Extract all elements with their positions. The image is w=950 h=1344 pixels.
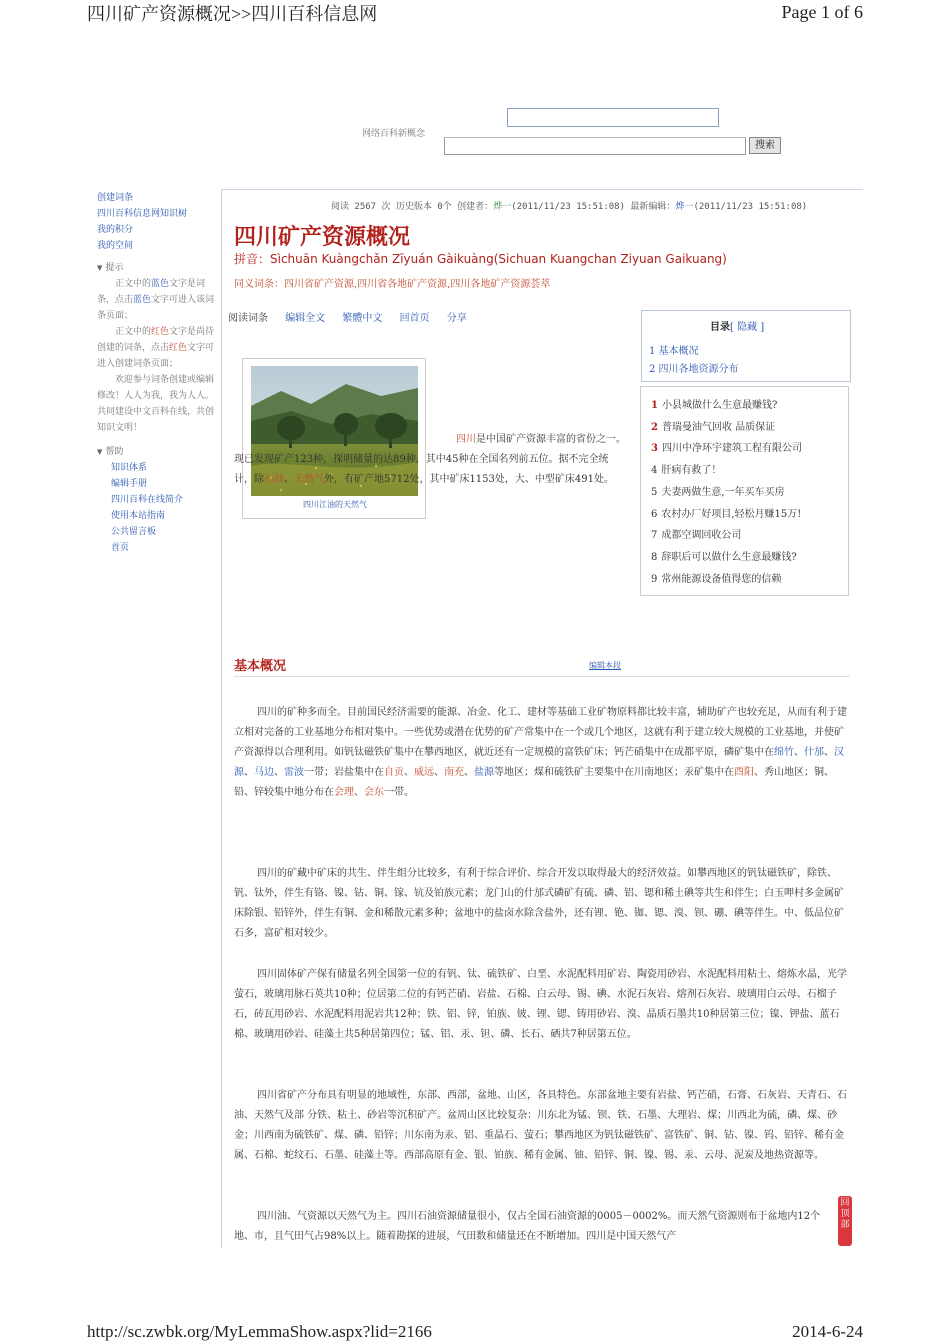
ad-number: 6 [651, 508, 658, 520]
sidebar-link-tree[interactable]: 四川百科信息网知识树 [97, 209, 188, 219]
tip-heading[interactable]: ▼ 提示 [97, 263, 124, 273]
tip-text-3: 欢迎参与词条创建或编辑修改！人人为我，我为人人。共同建设中文百科在线，共创知识文明！ [97, 375, 215, 433]
toc-hide-link[interactable]: [ 隐藏 ] [730, 322, 765, 333]
help-link[interactable]: 四川百科在线简介 [111, 495, 184, 505]
help-link[interactable]: 首页 [111, 543, 130, 553]
page-header-title: 四川矿产资源概况>>四川百科信息网 [87, 4, 378, 24]
search-input[interactable] [444, 137, 746, 155]
ad-number: 5 [651, 486, 658, 498]
place-link[interactable]: 雷波 [284, 767, 304, 778]
toc-title: 目录[ 隐藏 ] [710, 322, 765, 333]
toolbar-home[interactable]: 回首页 [399, 313, 430, 324]
table-of-contents [641, 310, 851, 382]
ad-list [640, 386, 849, 596]
paragraph-3: 四川固体矿产保有储量名列全国第一位的有钒、钛、硫铁矿、白垩、水泥配料用矿岩、陶瓷用砂岩、水泥配料用粘土、熔炼水晶，光学萤石，玻璃用脉石英共10种；位居第二位的有钙芒硝、岩盐、石棉、白云母、锡、碘、水泥石灰岩、熔剂石灰岩、玻璃用白云母、石榴子石，砖瓦用砂岩、水泥配料用泥岩共12种；铁、铝、锌，铂族、铍、锂、锶、铸用砂岩、溴、晶质石墨共10种居第三位；镍、钾盐、蓝石棉、玻璃用砂岩、硅藻土共5种居第四位；锰、铝、汞、钽、磷、长石、硒共7种居第五位。 [234, 969, 847, 1040]
ad-item[interactable] [651, 439, 802, 454]
toc-item[interactable]: 2 四川各地资源分布 [649, 364, 739, 375]
place-link[interactable]: 威远 [414, 767, 434, 778]
place-link[interactable]: 南充 [444, 767, 464, 778]
triangle-down-icon: ▼ [97, 264, 103, 272]
editor-link[interactable]: 烨一 [675, 202, 694, 212]
place-link[interactable]: 盐源 [474, 767, 494, 778]
article-pinyin: 拼音：Sìchuān Kuàngchǎn Zīyuán Gàikuàng(Sichuan Kuangchan Ziyuan Gaikuang) [234, 252, 727, 266]
ad-text: 农村办厂好项目,轻松月赚15万! [661, 508, 802, 520]
ad-text: 四川中净环宇建筑工程有限公司 [661, 443, 802, 455]
tip-text-1: 正文中的蓝色文字是词条，点击蓝色文字可进入该词条页面； [97, 279, 215, 321]
ad-item[interactable] [651, 461, 721, 476]
sidebar-link-space[interactable]: 我的空间 [97, 241, 134, 251]
ad-text: 普瑞曼油气回收 品质保证 [661, 421, 776, 433]
sidebar-link-create[interactable]: 创建词条 [97, 193, 134, 203]
page-number: Page 1 of 6 [781, 2, 863, 22]
sidebar [97, 190, 215, 556]
ad-item[interactable] [651, 548, 797, 563]
help-heading[interactable]: ▼ 帮助 [97, 447, 124, 457]
ad-number: 3 [651, 443, 658, 455]
place-link[interactable]: 绵竹 [774, 747, 794, 758]
content-top-border [221, 189, 863, 190]
ad-number: 8 [651, 551, 658, 563]
ad-item[interactable] [651, 526, 741, 541]
synonym-line: 同义词条：四川省矿产资源,四川省各地矿产资源,四川各地矿产资源荟萃 [234, 279, 551, 290]
triangle-down-icon: ▼ [97, 448, 103, 456]
sidebar-divider [221, 190, 222, 1248]
ad-text: 小县城做什么生意最赚钱? [661, 400, 778, 411]
toolbar-edit-all[interactable]: 编辑全文 [285, 313, 326, 324]
page-footer-url: http://sc.zwbk.org/MyLemmaShow.aspx?lid=2166 [87, 1322, 432, 1341]
ad-number: 1 [651, 400, 658, 411]
ad-text: 常州能源设备值得您的信赖 [661, 573, 782, 585]
ad-item[interactable] [651, 396, 777, 411]
paragraph-1: 四川的矿种多而全。目前国民经济需要的能源、冶金、化工、建材等基础工业矿物原料都比较丰富，辅助矿产也较充足，从而有利于建立相对完备的工业基地分布相对集中。一些优势或潜在优势的矿产常集中在一个或几个地区，这就有利于建立较大规模的工业基地，并使矿产资源得以合理利用。如钒钛磁铁矿集中在攀西地区，就近还有一定规模的富铁矿床；钙芒硝集中在成都平原，磷矿集中在绵竹、什邡、汉源、马边、雷波一带；岩盐集中在自贡、威远、南充、盐源等地区；煤和硫铁矿主要集中在川南地区；汞矿集中在酉阳、秀山地区；铜、铅、锌较集中地分布在会理、会东一带。 [234, 707, 847, 798]
ad-text: 成都空调回收公司 [661, 530, 742, 542]
ad-number: 7 [651, 530, 658, 542]
back-to-top-button[interactable]: 回顶部 [838, 1196, 852, 1246]
ad-text: 夫妻两做生意,一年买车买房 [661, 486, 785, 498]
search-button[interactable]: 搜索 [749, 137, 781, 154]
search-label: 网络百科新概念 [362, 129, 426, 139]
ad-number: 2 [651, 421, 658, 433]
creator-link[interactable]: 烨一 [493, 202, 512, 212]
toc-item[interactable]: 1 基本概况 [649, 346, 699, 357]
toolbar-traditional[interactable]: 繁體中文 [342, 313, 383, 324]
ad-item[interactable] [651, 418, 775, 433]
edit-section-link[interactable]: 编辑本段 [589, 661, 621, 670]
article-meta: 阅读 2567 次 历史版本 0个 创建者：烨一(2011/11/23 15:51:08) 最新编辑：烨一(2011/11/23 15:51:08) [331, 202, 808, 212]
page-footer-date: 2014-6-24 [792, 1322, 863, 1341]
ad-text: 肝病有救了！ [661, 465, 722, 477]
tip-text-2: 正文中的红色文字是尚待创建的词条，点击红色文字可进入创建词条页面； [97, 327, 215, 369]
place-link[interactable]: 什邡 [804, 747, 824, 758]
place-link[interactable]: 会理 [334, 787, 354, 798]
place-link[interactable]: 酉阳 [734, 767, 754, 778]
place-link[interactable]: 自贡 [384, 767, 404, 778]
ad-item[interactable] [651, 505, 801, 520]
help-link[interactable]: 使用本站指南 [111, 511, 166, 521]
ad-number: 9 [651, 573, 658, 585]
ad-item[interactable] [651, 483, 785, 498]
section-title: 基本概况 [234, 659, 287, 674]
paragraph-5: 四川油、气资源以天然气为主。四川石油资源储量很小，仅占全国石油资源的0005－0002%。而天然气资源则布于盆地内12个地、市，且气田气占98%以上。随着勘探的进展，气田数和储量还在不断增加。四川是中国天然气产 [234, 1211, 821, 1242]
place-link[interactable]: 汉源 [234, 747, 844, 778]
toolbar-share[interactable]: 分享 [446, 313, 467, 324]
help-link[interactable]: 公共留言板 [111, 527, 157, 537]
place-link[interactable]: 会东 [364, 787, 384, 798]
paragraph-2: 四川的矿藏中矿床的共生、伴生组分比较多，有利于综合评价、综合开发以取得最大的经济效益。如攀西地区的钒钛磁铁矿，除铁、钒、钛外，伴生有铬、镍、钴、铜、镓、钪及铂族元素；龙门山的什邡式磷矿有硫、磷、铝、锶和稀土碘等共生和伴生；白玉呷村多金属矿床除银、铅锌外，伴生有铜、金和稀散元素多种；盆地中的盐卤水除含盐外，还有锂、铯、铷、锶、溴、钡、硼、碘等伴生。中、低品位矿石多，富矿相对较少。 [234, 868, 844, 939]
help-link[interactable]: 编辑手册 [111, 479, 148, 489]
article-title: 四川矿产资源概况 [234, 224, 411, 250]
link-sichuan[interactable]: 四川 [456, 434, 476, 445]
help-link[interactable]: 知识体系 [111, 463, 148, 473]
ad-number: 4 [651, 465, 658, 477]
top-search-box[interactable] [507, 108, 719, 127]
toolbar-label: 阅读词条 [228, 313, 268, 324]
figure-caption[interactable]: 四川江油的天然气 [303, 500, 367, 509]
ad-text: 辞职后可以做什么生意最赚钱? [661, 551, 797, 563]
paragraph-4: 四川省矿产分布具有明显的地域性，东部、西部，盆地、山区，各具特色。东部盆地主要有岩盐、钙芒硝，石膏、石灰岩、天青石、石油、天然气及部 分铁、粘土、砂岩等沉积矿产。盆周山区比较复杂：川东北为锰、钡、铁、石墨、大理岩、煤；川西北为硫，磷、煤、砂金；川西南为硫铁矿、煤、磷、铅锌；川东南为汞、铝、重晶石、萤石；攀西地区为钒钛磁铁矿、富铁矿、铜、钴、镍、钨、铅锌、稀有金属、石棉、蛇纹石、石墨、硅藻土等。西部高原有金、银、铂族、稀有金属、铀、铅锌、铜、镍、锡、汞、云母、泥炭及地热资源等。 [234, 1090, 847, 1161]
article-toolbar [228, 309, 467, 324]
intro-paragraph: 四川是中国矿产资源丰富的省份之一。现已发现矿产123种，探明储量的达89种，其中45种在全国名列前五位。据不完全统计，除石油、天然气外，有矿产地5712处，其中矿床1153处，大、中型矿床491处。 [234, 434, 626, 485]
section-divider [234, 676, 850, 677]
link-oil[interactable]: 石油 [264, 474, 284, 485]
sidebar-link-points[interactable]: 我的积分 [97, 225, 134, 235]
link-gas[interactable]: 天然气 [294, 474, 324, 485]
place-link[interactable]: 马边 [254, 767, 274, 778]
ad-item[interactable] [651, 570, 781, 585]
